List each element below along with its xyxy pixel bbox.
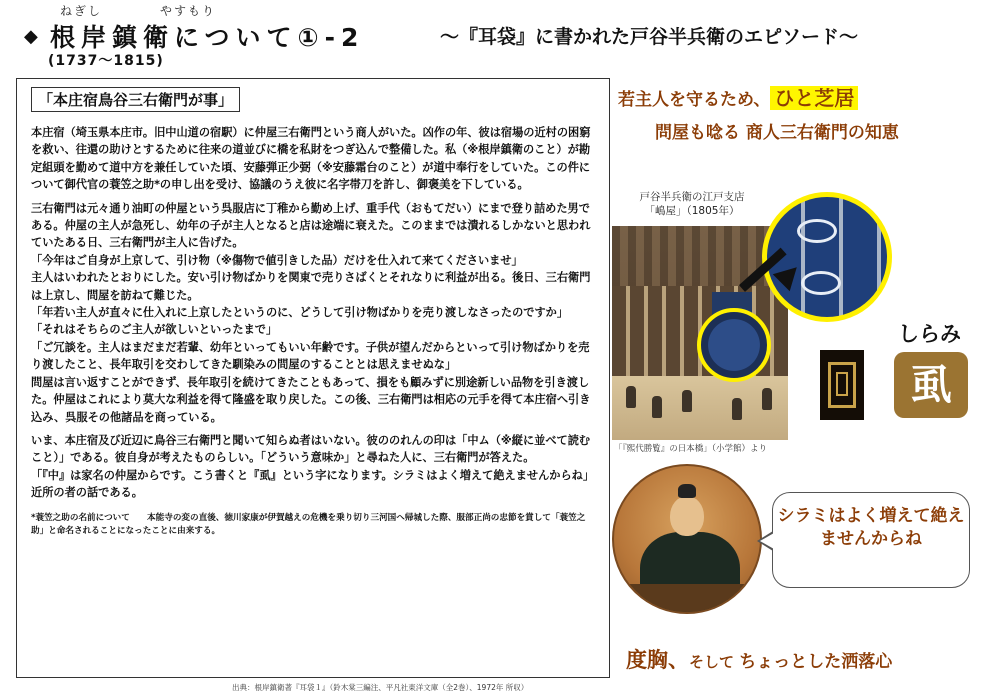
story-paragraph: 三右衛門は元々通り油町の仲屋という呉服店に丁稚から勤め上げ、重手代（おもてだい）にまで登り詰めた男である。仲屋の主人が急死し、幼年の子が主人となると店は途端に衰えた。このままでは潰れるしかないと思われていたある日、三右衛門が主人に告げた。 bbox=[31, 201, 591, 250]
story-paragraph: 「それはそちらのご主人が欲しいといったまで」 bbox=[31, 323, 278, 337]
person-figure bbox=[626, 386, 636, 408]
source-citation: 出典：根岸鎮衛著『耳袋１』（鈴木棠三編注、平凡社東洋文庫（全2巻）、1972年 所収） bbox=[232, 683, 529, 692]
crest-mark bbox=[801, 271, 841, 295]
shop-caption bbox=[632, 190, 752, 218]
person-figure bbox=[652, 396, 662, 418]
scene-caption: 「『熙代勝覧』の日本橋」（小学館）より bbox=[614, 444, 768, 454]
lead-highlight: ひと芝居 bbox=[770, 86, 858, 110]
story-paragraph: 本庄宿（埼玉県本庄市。旧中山道の宿駅）に仲屋三右衛門という商人がいた。凶作の年、彼は宿場の近村の困窮を救い、往還の助けとするために往来の道並びに橋を私財をつぎ込んで整備した。私（※根岸鎮衛のこと）が勘定組頭を勤めて道中方を兼任していた頃、安藤弾正少弼（※安藤霜台のこと）が道中奉行をしていた。この件について御代官の蓑笠之助*の申し出を受け、協議のうえ彼に名字帯刀を許し、御褒美を下している。 bbox=[31, 126, 591, 192]
lead-line-2: 問屋も唸る 商人三右衛門の知恵 bbox=[655, 123, 899, 143]
page-header bbox=[0, 0, 990, 72]
crest-inner bbox=[836, 372, 848, 396]
speech-bubble: シラミはよく増えて絶えませんからね bbox=[772, 492, 970, 588]
closing-line-c: ちょっとした洒落心 bbox=[739, 652, 893, 672]
noren-highlight-circle bbox=[697, 308, 771, 382]
story-paragraph: 「今年はご自身が上京して、引け物（※傷物で値引きした品）だけを仕入れて来てくださいませ」 bbox=[31, 253, 523, 267]
person-figure bbox=[762, 388, 772, 410]
story-paragraph: 「年若い主人が直々に仕入れに上京したというのに、どうして引け物ばかりを売り渡しなさったのですか」 bbox=[31, 306, 569, 320]
lead-line-1 bbox=[618, 82, 858, 111]
story-paragraph: 問屋は言い返すことができず、長年取引を続けてきたこともあって、損をも顧みずに別途新しい品物を引き渡した。仲屋はこれにより莫大な利益を得て隆盛を取り戻した。この後、三右衛門は相応の元手を得て本庄宿へ引き込み、呉服その他諸品を商っている。 bbox=[31, 375, 591, 424]
ruby-negishi: ねぎし bbox=[60, 4, 103, 18]
page-subtitle: ～『耳袋』に書かれた戸谷半兵衛のエピソード～ bbox=[440, 26, 859, 48]
story-paragraph: 主人はいわれたとおりにした。安い引け物ばかりを関東で売りさばくとそれなりに利益が出る。後日、三右衛門は上京し、問屋を訪ねて難じた。 bbox=[31, 271, 591, 302]
person-figure bbox=[732, 398, 742, 420]
life-years: (1737～1815) bbox=[48, 53, 164, 69]
story-paragraph: 「ご冗談を。主人はまだまだ若輩、幼年といってもいい年齢です。子供が望んだからといって引け物ばかりを売り渡したこと、長年取引を交わしてきた馴染みの問屋のすることとは思えませぬな」 bbox=[31, 340, 590, 372]
person-figure bbox=[682, 390, 692, 412]
ruby-yasumori: やすもり bbox=[160, 4, 217, 18]
closing-line-a: 度胸、 bbox=[626, 648, 689, 672]
story-paragraph: 「『中』は家名の仲屋からです。こう書くと『虱』という字になります。シラミはよく増えて絶えませんからね」近所の者の話である。 bbox=[31, 468, 595, 500]
noren-crest-image bbox=[820, 350, 864, 420]
story-panel bbox=[16, 78, 610, 678]
head bbox=[670, 496, 704, 536]
desk bbox=[614, 584, 762, 614]
shop-caption-line-1: 戸谷半兵衛の江戸支店 bbox=[639, 191, 745, 203]
closing-line bbox=[626, 644, 892, 674]
story-title: 「本庄宿鳥谷三右衛門が事」 bbox=[31, 87, 240, 112]
closing-line-b: そして bbox=[689, 653, 740, 671]
shirami-label: しらみ bbox=[898, 322, 961, 346]
merchant-portrait-image bbox=[612, 464, 762, 614]
lead-line-1-prefix: 若主人を守るため、 bbox=[618, 90, 771, 110]
topknot bbox=[678, 484, 696, 498]
shirami-crest: 虱 bbox=[894, 352, 968, 418]
footnote: *蓑笠之助の名前について 本能寺の変の直後、徳川家康が伊賀越えの危機を乗り切り三河国へ帰城した際、服部正尚の忠節を賞して「蓑笠之助」と命名されることになったことに由来する。 bbox=[31, 512, 586, 536]
diamond-icon: ◆ bbox=[24, 26, 38, 47]
story-paragraph: いま、本庄宿及び近辺に鳥谷三右衛門と聞いて知らぬ者はいない。彼ののれんの印は「中ム（※縦に並べて読むこと）」である。彼自身が考えたものらしい。「どういう意味か」と尋ねた人に、三右衛門が答えた。 bbox=[31, 433, 591, 465]
crest-mark bbox=[797, 219, 837, 243]
page-title: 根岸鎮衛について①-2 bbox=[50, 23, 365, 52]
shop-caption-line-2: 「嶋屋」（1805年） bbox=[644, 205, 740, 217]
